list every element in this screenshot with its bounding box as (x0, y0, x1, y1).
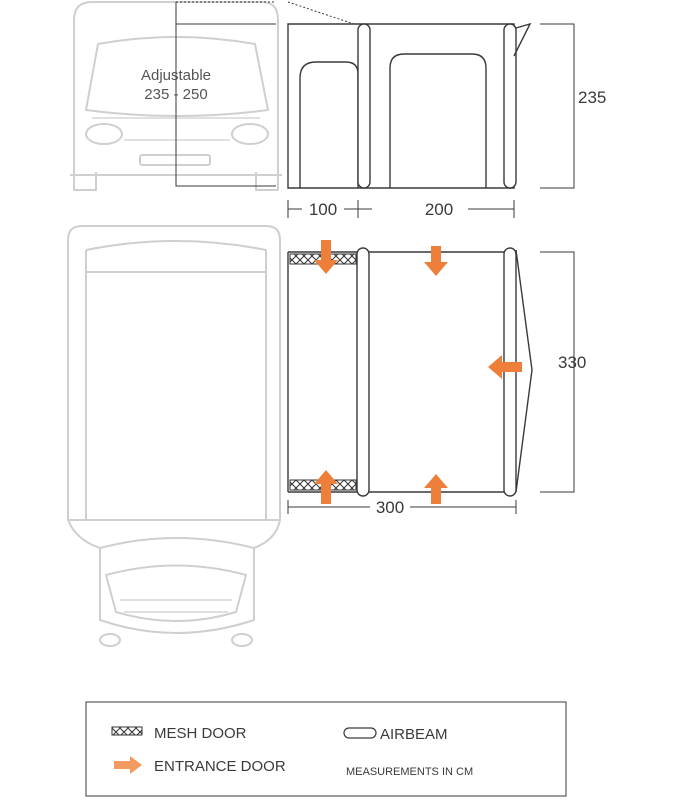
legend (86, 702, 566, 796)
height-dimension-label: 235 (578, 88, 607, 107)
entrance-door-legend-label: ENTRANCE DOOR (154, 758, 286, 775)
side-depth-front-label: 100 (308, 200, 338, 219)
airbeam-legend-icon (344, 728, 376, 738)
height-dimension (540, 24, 574, 188)
entrance-arrow-main-top (424, 246, 448, 276)
airbeam-legend-label: AIRBEAM (380, 726, 448, 743)
measurements-note: MEASUREMENTS IN CM (346, 766, 474, 778)
vehicle-top-view (68, 226, 280, 646)
mesh-door-legend-label: MESH DOOR (154, 725, 247, 742)
mesh-door-legend-icon (112, 727, 142, 735)
width-dimension (540, 252, 574, 492)
width-dimension-label: 330 (558, 353, 587, 372)
adjustable-label: Adjustable (140, 67, 212, 84)
entrance-arrow-main-bottom (424, 474, 448, 504)
awning-side-view (288, 2, 530, 188)
side-depth-main-label: 200 (424, 200, 454, 219)
adjustable-range: 235 - 250 (144, 86, 208, 103)
plan-depth-label: 300 (375, 498, 405, 517)
